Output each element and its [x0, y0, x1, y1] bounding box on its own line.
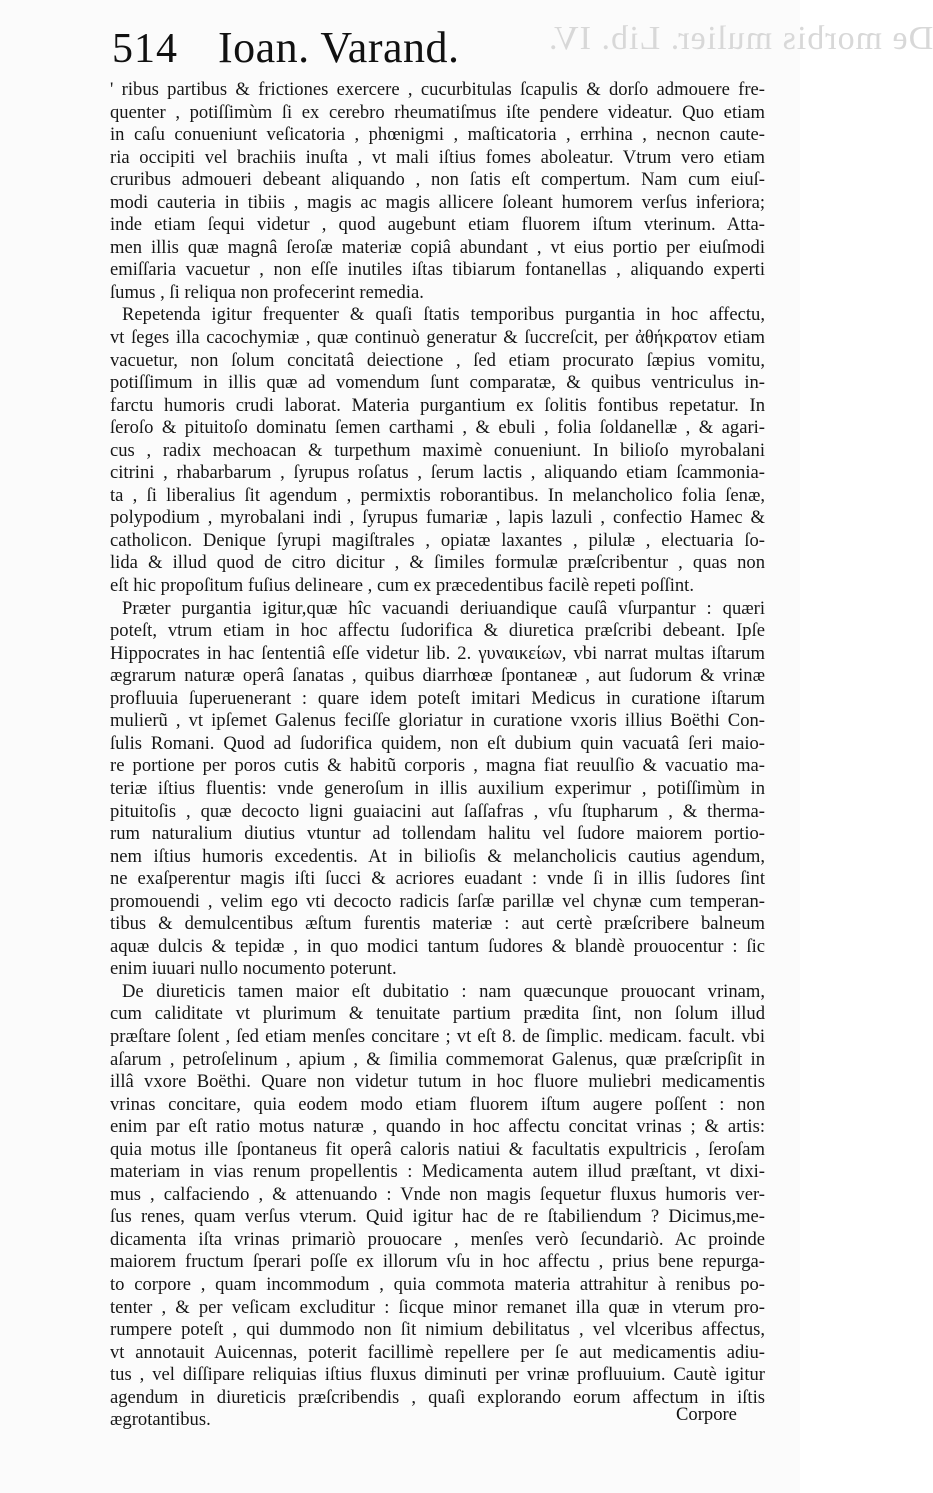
- text-line: Hippocrates in hac ſententiâ eſſe videtur lib. 2. γυναικείων, vbi narrat multas iſtarum: [110, 642, 765, 664]
- body-text: [110, 79, 765, 1432]
- text-line: inde etiam ſequi videtur , quod augebunt etiam fluorem iſtum vterinum. Atta-: [110, 214, 765, 236]
- page-number: 514: [112, 26, 178, 72]
- text-line: vt annotauit Auicennas, poterit facillimè repellere per ſe aut medicamentis adiu-: [110, 1341, 765, 1363]
- text-line: ria occipiti vel brachiis inuſta , vt mali iſtius fomes aboleatur. Vtrum vero etiam: [110, 146, 765, 168]
- text-line: mus , calfaciendo , & attenuando : Vnde non magis ſequetur fluxus humoris ver-: [110, 1183, 765, 1205]
- text-line: cruribus admoueri debeant aliquando , non ſatis eſt compertum. Nam cum eiuſ-: [110, 169, 765, 191]
- text-line: materiam in vias renum propellentis : Medicamenta autem illud præſtant, vt dixi-: [110, 1161, 765, 1183]
- text-line: profluuia ſuperuenerant : quare idem poteſt imitari Medicus in curatione iſtarum: [110, 687, 765, 709]
- text-line: præſtare ſolent , ſed etiam menſes concitare ; vt eſt 8. de ſimplic. medicam. facult. vbi: [110, 1025, 765, 1047]
- text-line: vt ſeges illa cacochymiæ , quæ continuò generatur & ſuccreſcit, per ἀθήκρατον etiam: [110, 327, 765, 349]
- text-line: to corpore , quam incommodum , quia commota materia attrahitur à renibus po-: [110, 1273, 765, 1295]
- text-line: re portione per poros cutis & habitũ corporis , magna fiat reuulſio & vacuatio ma-: [110, 755, 765, 777]
- text-line: poteſt, vtrum etiam in hoc affectu ſudorifica & diuretica præſcribi debeant. Ipſe: [110, 620, 765, 642]
- text-line: rum naturalium diutius vtuntur ad tollendam halitu vel ſudore maiorem portio-: [110, 823, 765, 845]
- text-line: ne exaſperentur magis iſti ſucci & acriores euadant : vnde ſi in illis ſudores ſint: [110, 868, 765, 890]
- text-line: quenter , potiſſimùm ſi ex cerebro rheumatiſmus iſte pendere videatur. Quo etiam: [110, 101, 765, 123]
- text-line: ſeroſo & pituitoſo dominatu ſemen carthami , & ebuli , folia ſoldanellæ , & agari-: [110, 417, 765, 439]
- text-line: polypodium , myrobalani indi , ſyrupus fumariæ , lapis lazuli , confectio Hamec &: [110, 507, 765, 529]
- running-head: Ioan. Varand.: [218, 23, 460, 72]
- text-line: ſus renes, quam verſus vterum. Quid igitur hac de re ſtabiliendum ? Dicimus,me-: [110, 1206, 765, 1228]
- text-line: ſumus , ſi reliqua non profecerint remedia.: [110, 281, 424, 303]
- text-line: tus , vel diſſipare reliquias iſtius fluxus diminuti per vrinæ profluuium. Cautè igitur: [110, 1364, 765, 1386]
- text-line: aquæ dulcis & tepidæ , in quo modici tantum ſudores & blandè prouocentur : ſic: [110, 935, 765, 957]
- text-line: Repetenda igitur frequenter & quaſi ſtatis temporibus purgantia in hoc affectu,: [122, 304, 765, 326]
- text-line: cus , radix mechoacan & turpethum maximè conueniunt. In bilioſo myrobalani: [110, 439, 765, 461]
- text-line: ſulis Romani. Quod ad ſudorifica quidem, non eſt dubium quin vacuatâ ſeri maio-: [110, 732, 765, 754]
- text-line: ægrarum naturæ operâ ſanatas , quibus diarrhœæ ſpontaneæ , aut ſudorum & vrinæ: [110, 665, 765, 687]
- text-line: vacuetur, non ſolum concitatâ deiectione , ſed etiam procurato ſæpius vomitu,: [110, 349, 765, 371]
- text-line: farctu humoris crudi laborat. Materia purgantium ex ſolitis fontibus repetatur. In: [110, 394, 765, 416]
- page-header: [112, 22, 460, 72]
- text-line: mulierũ , vt ipſemet Galenus feciſſe gloriatur in curatione vxoris illius Boëthi Con-: [110, 710, 765, 732]
- text-line: promouendi , velim ego vti decocto radicis ſarſæ parillæ vel chynæ cum temperan-: [110, 890, 765, 912]
- text-line: teriæ iſtius fluentis: vnde generoſum in illis auxilium experimur , potiſſimùm in: [110, 777, 765, 799]
- text-line: lida & illud quod de citro dicitur , & ſimiles formulæ præſcribentur , quas non: [110, 552, 765, 574]
- text-line: cum caliditate vt plurimum & tenuitate partium prædita ſint, non ſolum illud: [110, 1003, 765, 1025]
- catchword: Corpore: [676, 1404, 737, 1425]
- text-line: in caſu conueniunt veſicatoria , phœnigmi , maſticatoria , errhina , necnon caute-: [110, 124, 765, 146]
- text-line: agendum in diureticis præſcribendis , quaſi explorando eorum affectum in iſtis: [110, 1386, 765, 1408]
- text-line: De diureticis tamen maior eſt dubitatio : nam quæcunque prouocant vrinam,: [122, 980, 765, 1002]
- text-line: catholicon. Denique ſyrupi magiſtrales , opiatæ laxantes , pilulæ , electuaria ſo-: [110, 529, 765, 551]
- text-line: aſarum , petroſelinum , apium , & ſimilia commemorat Galenus, quæ præſcripſit in: [110, 1048, 765, 1070]
- text-line: enim par eſt ratio motus naturæ , quando in hoc affectu concitat vrinas ; & artis:: [110, 1116, 765, 1138]
- text-line: nem iſtius humoris excedentis. At in bilioſis & melancholicis cautius agendum,: [110, 845, 765, 867]
- text-line: illâ vxore Boëthi. Quare non videtur tutum in hoc fluore muliebri medicamentis: [110, 1071, 765, 1093]
- text-line: vrinas concitare, quia eodem modo etiam fluorem iſtum augere poſſent : non: [110, 1093, 765, 1115]
- text-line: tenter , & per veſicam excluditur : ſicque minor remanet illa quæ in vterum pro-: [110, 1296, 765, 1318]
- paragraph: [110, 598, 765, 981]
- paragraph: [110, 79, 765, 304]
- text-line: men illis quæ magnâ ſeroſæ materiæ copiâ abundant , vt eius portio per eiuſmodi: [110, 236, 765, 258]
- text-line: citrini , rhabarbarum , ſyrupus roſatus , ſerum lactis , aliquando etiam ſcammonia-: [110, 462, 765, 484]
- text-line: Præter purgantia igitur,quæ hîc vacuandi deriuandique cauſâ vſurpantur : quæri: [122, 597, 765, 619]
- paragraph: [110, 304, 765, 597]
- paragraph: [110, 981, 765, 1432]
- text-line: ta , ſi liberalius ſit agendum , permixtis roborantibus. In melancholico folia ſenæ,: [110, 484, 765, 506]
- text-line: emiſſaria vacuetur , non eſſe inutiles iſtas tibiarum fontanellas , aliquando experti: [110, 259, 765, 281]
- text-line: ægrotantibus.: [110, 1409, 211, 1431]
- text-line: eſt hic propoſitum fuſius delineare , cum ex præcedentibus facilè repeti poſſint.: [110, 575, 694, 597]
- text-line: rumpere poteſt , qui dummodo non ſit nimium debilitatus , vel vlceribus affectus,: [110, 1319, 765, 1341]
- text-line: tibus & demulcentibus æſtum furentis materiæ : aut certè præſcribere balneum: [110, 913, 765, 935]
- text-line: modi cauteria in tibiis , magis ac magis allicere ſoleant humorem verſus inferiora;: [110, 191, 765, 213]
- text-line: quia motus ille ſpontaneus fit operâ caloris natiui & facultatis expultricis , ſeroſam: [110, 1138, 765, 1160]
- text-line: pituitoſis , quæ decocto ligni guaiacini aut ſaſſafras , vſu ſtupharum , & therma-: [110, 800, 765, 822]
- bleed-through-header: De morbis mulier. Lib. IV.: [548, 20, 933, 57]
- text-line: potiſſimum in illis quæ ad vomendum ſunt comparatæ, & quibus ventriculus in-: [110, 372, 765, 394]
- text-line: ' ribus partibus & frictiones exercere , cucurbitulas ſcapulis & dorſo admouere fre-: [110, 79, 765, 100]
- text-line: dicamenta iſta vrinas primariò prouocare , menſes verò ſecundariò. Ac proinde: [110, 1228, 765, 1250]
- text-line: maiorem fructum ſperari poſſe ex illorum vſu in hoc affectu , prius bene repurga-: [110, 1251, 765, 1273]
- text-line: enim iuuari nullo nocumento poterunt.: [110, 958, 397, 980]
